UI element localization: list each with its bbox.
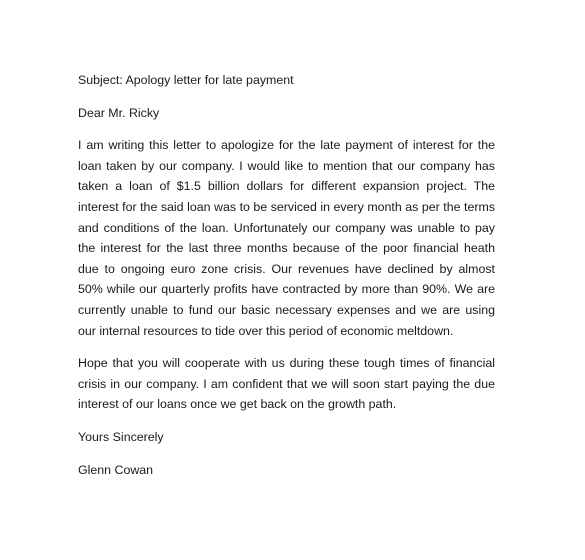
- letter-body: [78, 70, 495, 480]
- letter-closing: Yours Sincerely: [78, 429, 164, 444]
- letter-salutation: Dear Mr. Ricky: [78, 105, 160, 120]
- letter-paragraph-1: I am writing this letter to apologize for the late payment of interest for the loan taken by our company. I would like to mention that our company has taken a loan of $1.5 billion dollars for different expansion project. The interest for the said loan was to be serviced in every month as per the terms and conditions of the loan. Unfortunately our company was unable to pay the interest for the last three months because of the poor financial heath due to ongoing euro zone crisis. Our revenues have declined by almost 50% while our quarterly profits have contracted by more than 90%. We are currently unable to fund our basic necessary expenses and we are using our internal resources to tide over this period of economic meltdown.: [78, 138, 495, 338]
- letter-signature: Glenn Cowan: [78, 462, 154, 477]
- letter-paragraph-2: Hope that you will cooperate with us during these tough times of financial crisis in our company. I am confident that we will soon start paying the due interest of our loans once we get back on the growth path.: [78, 356, 495, 412]
- letter-subject: Subject: Apology letter for late payment: [78, 73, 294, 87]
